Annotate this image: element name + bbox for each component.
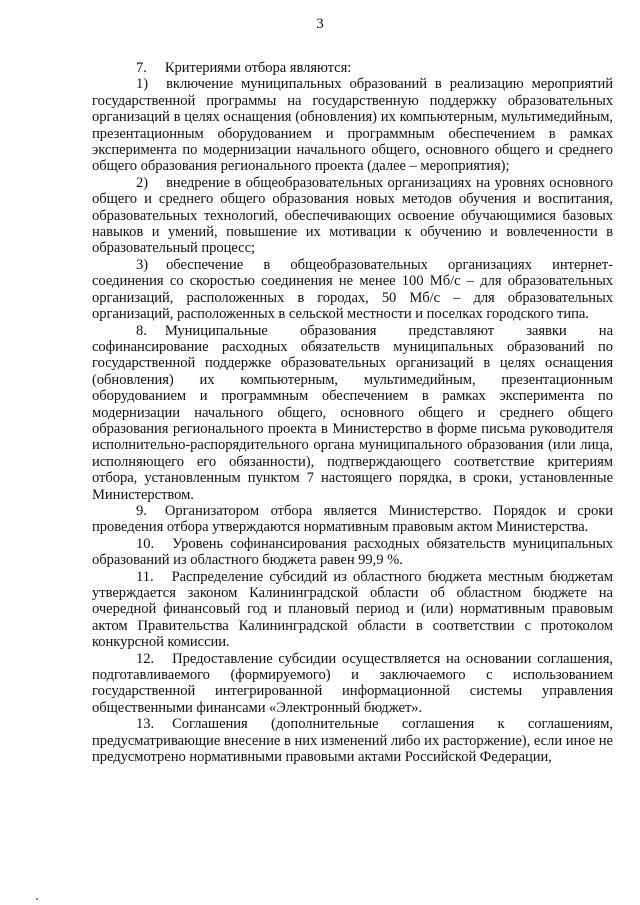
paragraph-text: внедрение в общеобразовательных организациях на уровнях основного общего и среднего общего образования новых методов обучения и воспитания, образовательных технологий, обеспечивающих освоение обучающимися базовых навыков и умений, повышение их мотивации к обучению и вовлеченности в образовательный процесс; (92, 174, 613, 257)
paragraph-number: 12. (136, 650, 155, 667)
paragraph-text: Соглашения (дополнительные соглашения к соглашениям, предусматривающие внесение в них изменений либо их расторжение), если иное не предусмотрено нормативными правовыми актами Российской Федерации, (92, 716, 613, 766)
paragraph-11 (92, 569, 613, 651)
paragraph-number: 7. (136, 60, 147, 76)
paragraph-text: Распределение субсидий из областного бюджета местным бюджетам утверждается законом Калининградской области об областном бюджете на очередной финансовый год и плановый период и (или) нормативным правовым актом Правительства Калининградской области в соответствии с протоколом конкурсной комиссии. (92, 568, 613, 651)
paragraph-7-3 (92, 257, 613, 323)
paragraph-12 (92, 651, 613, 717)
scan-artifact-dot (36, 898, 38, 900)
paragraph-8 (92, 323, 613, 503)
paragraph-text: Уровень софинансирования расходных обязательств муниципальных образований из областного бюджета равен 99,9 %. (92, 535, 613, 569)
paragraph-number: 10. (136, 535, 155, 552)
paragraph-text: Муниципальные образования представляют заявки на софинансирование расходных обязательств муниципальных образований по государственной поддержке образовательных организаций в целях оснащения (обновления) их компьютерным, мультимедийным, презентационным оборудованием и программным обеспечением в рамках эксперимента по модернизации начального общего, основного общего и среднего общего образования регионального проекта в Министерство в форме письма руководителя исполнительно-распорядительного органа муниципального образования (или лица, исполняющего его обязанности), подтверждающего соответствие критериям отбора, установленным пунктом 7 настоящего порядка, в сроки, установленные Министерством. (92, 322, 613, 503)
paragraph-number: 11. (136, 568, 154, 585)
paragraph-text: Критериями отбора являются: (164, 60, 352, 76)
document-body (92, 60, 613, 765)
paragraph-number: 3) (136, 256, 149, 273)
paragraph-text: Организатором отбора является Министерство. Порядок и сроки проведения отбора утверждаются нормативным правовым актом Министерства. (92, 502, 613, 536)
paragraph-number: 2) (136, 174, 149, 191)
paragraph-7-1 (92, 76, 613, 174)
page-number: 3 (316, 16, 324, 32)
paragraph-7-2 (92, 175, 613, 257)
paragraph-number: 1) (136, 76, 149, 93)
paragraph-text: включение муниципальных образований в реализацию мероприятий государственной программы на государственную поддержку образовательных организаций в целях оснащения (обновления) их компьютерным, мультимедийным, презентационным оборудованием и программным обеспечением в рамках эксперимента по модернизации начального общего, основного общего и среднего общего образования регионального проекта (далее – мероприятия); (92, 76, 613, 175)
paragraph-text: обеспечение в общеобразовательных организациях интернет-соединения со скоростью соединения не менее 100 Мб/с – для образовательных организаций, расположенных в городах, 50 Мб/с – для образовательных организаций, расположенных в сельской местности и поселках городского типа. (92, 256, 613, 323)
paragraph-9 (92, 503, 613, 536)
paragraph-number: 13. (136, 716, 155, 733)
paragraph-number: 9. (136, 502, 147, 519)
paragraph-text: Предоставление субсидии осуществляется на основании соглашения, подготавливаемого (формируемого) и заключаемого с использованием государственной интегрированной информационной системы управления общественными финансами «Электронный бюджет». (92, 650, 613, 716)
paragraph-7 (92, 60, 613, 76)
paragraph-number: 8. (136, 322, 147, 339)
paragraph-10 (92, 536, 613, 569)
paragraph-13 (92, 716, 613, 765)
